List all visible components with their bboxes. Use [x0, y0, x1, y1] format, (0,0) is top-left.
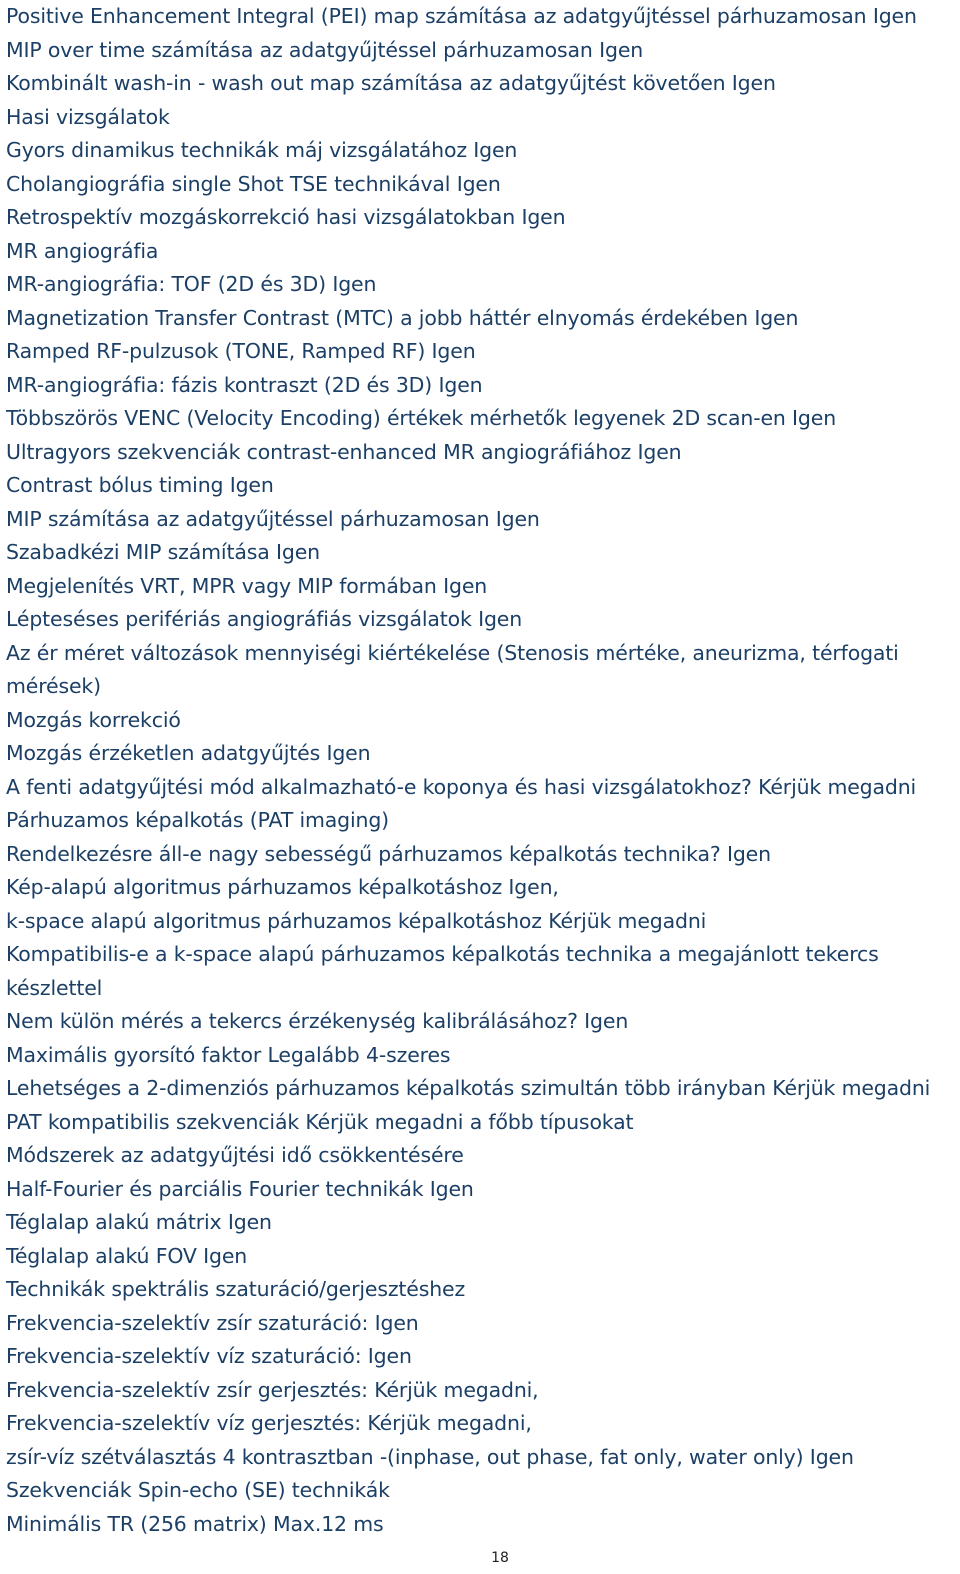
text-line: Kép-alapú algoritmus párhuzamos képalkotáshoz Igen,: [6, 875, 559, 899]
text-line: Szabadkézi MIP számítása Igen: [6, 540, 320, 564]
text-line: Cholangiográfia single Shot TSE technikával Igen: [6, 171, 501, 196]
section-heading: MR angiográfia: [6, 238, 159, 263]
text-line: Positive Enhancement Integral (PEI) map számítása az adatgyűjtéssel párhuzamosan Igen: [6, 4, 917, 28]
text-line: Ultragyors szekvenciák contrast-enhanced MR angiográfiához Igen: [6, 439, 682, 464]
document-body: [6, 0, 958, 1541]
text-line: Ramped RF-pulzusok (TONE, Ramped RF) Igen: [6, 339, 476, 363]
text-line: Nem külön mérés a tekercs érzékenység kalibrálásához? Igen: [6, 1009, 629, 1033]
text-line: Gyors dinamikus technikák máj vizsgálatához Igen: [6, 138, 518, 162]
text-line: Lépteséses perifériás angiográfiás vizsgálatok Igen: [6, 607, 523, 631]
text-line: A fenti adatgyűjtési mód alkalmazható-e koponya és hasi vizsgálatokhoz? Kérjük megadni: [6, 774, 917, 799]
page-number: 18: [491, 1550, 509, 1566]
text-line: zsír-víz szétválasztás 4 kontrasztban -(inphase, out phase, fat only, water only) Igen: [6, 1444, 854, 1469]
text-line: Magnetization Transfer Contrast (MTC) a jobb háttér elnyomás érdekében Igen: [6, 305, 799, 330]
text-line: MR-angiográfia: fázis kontraszt (2D és 3D) Igen: [6, 372, 483, 397]
text-line: Rendelkezésre áll-e nagy sebességű párhuzamos képalkotás technika? Igen: [6, 841, 771, 866]
text-line: Frekvencia-szelektív zsír szaturáció: Igen: [6, 1310, 419, 1335]
section-heading: Párhuzamos képalkotás (PAT imaging): [6, 808, 390, 832]
text-line: Maximális gyorsító faktor Legalább 4-szeres: [6, 1042, 451, 1067]
text-line: Frekvencia-szelektív zsír gerjesztés: Kérjük megadni,: [6, 1377, 539, 1402]
text-line: PAT kompatibilis szekvenciák Kérjük megadni a főbb típusokat: [6, 1109, 634, 1134]
text-line: Téglalap alakú FOV Igen: [6, 1243, 248, 1268]
text-line: Mozgás érzéketlen adatgyűjtés Igen: [6, 741, 371, 765]
section-heading: Technikák spektrális szaturáció/gerjesztéshez: [6, 1277, 466, 1301]
text-line: Frekvencia-szelektív víz gerjesztés: Kérjük megadni,: [6, 1411, 532, 1435]
section-heading: Módszerek az adatgyűjtési idő csökkentésére: [6, 1143, 464, 1167]
text-line: k-space alapú algoritmus párhuzamos képalkotáshoz Kérjük megadni: [6, 908, 707, 933]
text-line: MIP számítása az adatgyűjtéssel párhuzamosan Igen: [6, 506, 540, 531]
text-line: Minimális TR (256 matrix) Max.12 ms: [6, 1511, 384, 1536]
text-line: Half-Fourier és parciális Fourier technikák Igen: [6, 1176, 474, 1201]
text-line: készlettel: [6, 975, 103, 1000]
text-line: MIP over time számítása az adatgyűjtéssel párhuzamosan Igen: [6, 37, 644, 62]
section-heading: Szekvenciák Spin-echo (SE) technikák: [6, 1478, 390, 1502]
text-line: Kombinált wash-in - wash out map számítása az adatgyűjtést követően Igen: [6, 71, 776, 95]
text-line: Contrast bólus timing Igen: [6, 473, 274, 497]
text-line: Retrospektív mozgáskorrekció hasi vizsgálatokban Igen: [6, 205, 566, 229]
text-line: Lehetséges a 2-dimenziós párhuzamos képalkotás szimultán több irányban Kérjük megadni: [6, 1076, 931, 1100]
text-line: Frekvencia-szelektív víz szaturáció: Igen: [6, 1344, 412, 1368]
text-line: MR-angiográfia: TOF (2D és 3D) Igen: [6, 272, 377, 296]
text-line: Megjelenítés VRT, MPR vagy MIP formában Igen: [6, 573, 488, 598]
text-line: mérések): [6, 674, 101, 698]
section-heading: Hasi vizsgálatok: [6, 104, 170, 129]
text-line: Téglalap alakú mátrix Igen: [6, 1210, 272, 1234]
text-line: Kompatibilis-e a k-space alapú párhuzamos képalkotás technika a megajánlott tekercs: [6, 942, 879, 966]
text-line: Az ér méret változások mennyiségi kiértékelése (Stenosis mértéke, aneurizma, térfogati: [6, 640, 899, 665]
text-line: Többszörös VENC (Velocity Encoding) értékek mérhetők legyenek 2D scan-en Igen: [6, 406, 837, 430]
section-heading: Mozgás korrekció: [6, 707, 181, 732]
